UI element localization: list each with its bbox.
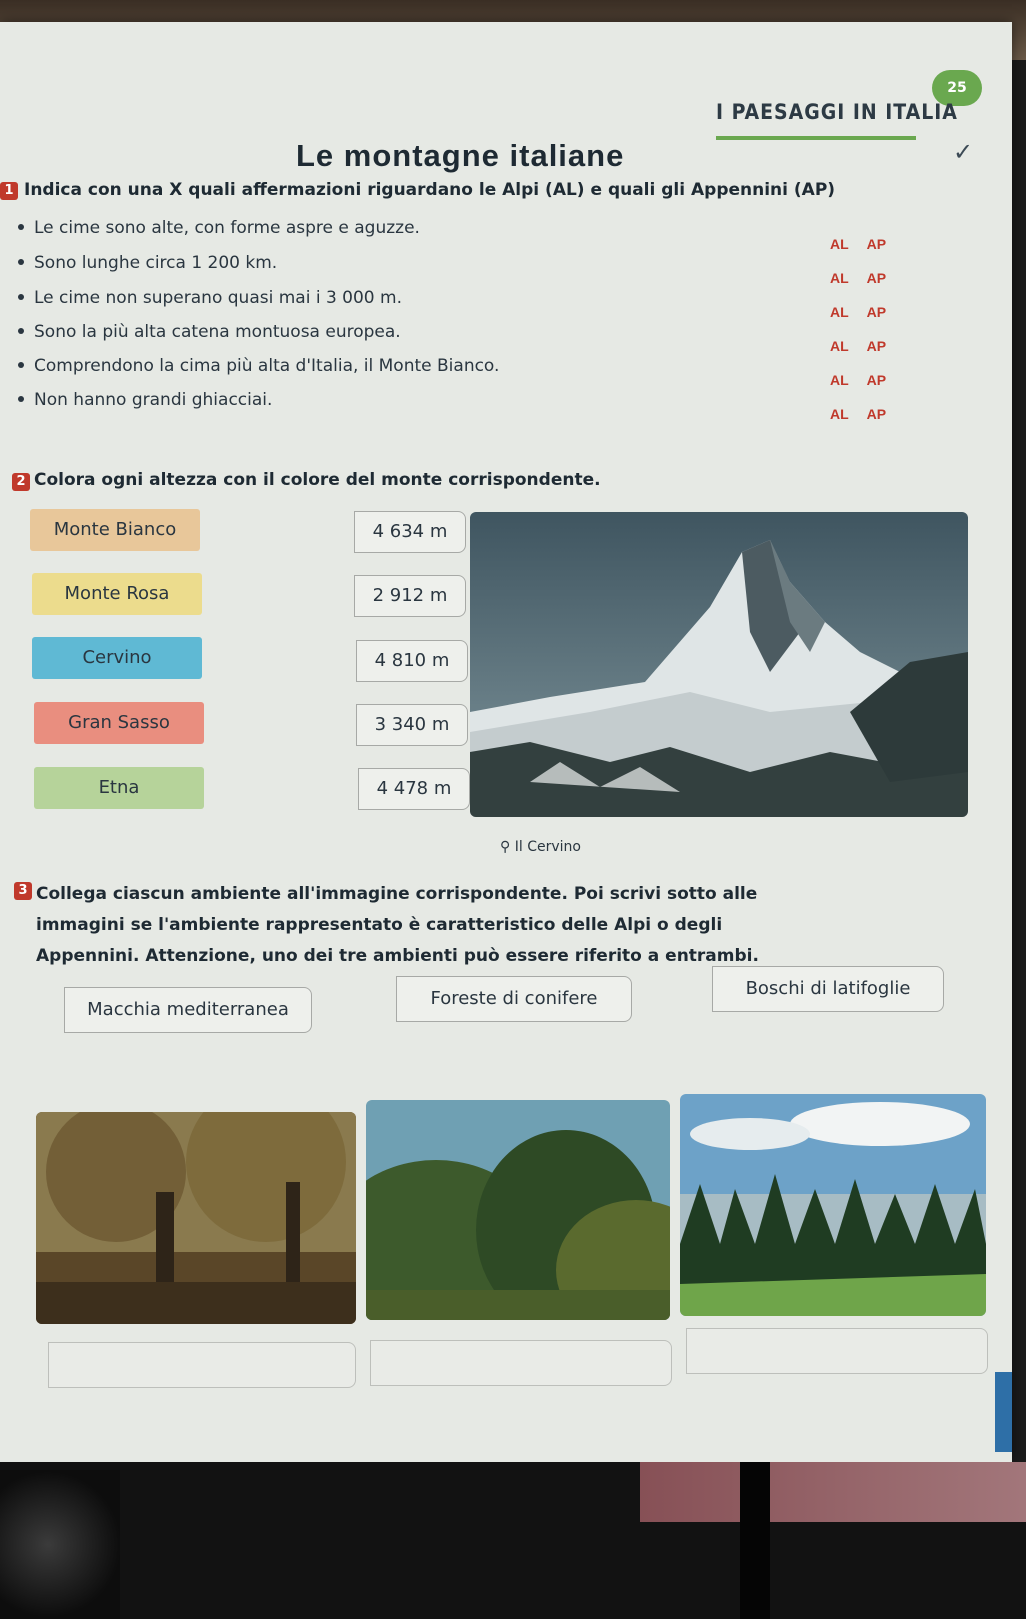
- chair-leg: [740, 1462, 770, 1619]
- option-ap[interactable]: AP: [866, 372, 887, 388]
- statement-3-options[interactable]: [830, 304, 904, 320]
- location-pin-icon: ⚲: [500, 839, 515, 855]
- statement-6: [18, 390, 272, 410]
- option-al[interactable]: AL: [830, 338, 849, 354]
- statement-5-options[interactable]: [830, 372, 904, 388]
- exercise-2-number: 2: [12, 473, 30, 491]
- environment-boschi-di-latifoglie[interactable]: Boschi di latifoglie: [712, 966, 944, 1012]
- option-ap[interactable]: AP: [866, 406, 887, 422]
- statement-4-text: Sono la più alta catena montuosa europea.: [34, 322, 401, 342]
- macchia-photo[interactable]: [366, 1100, 670, 1320]
- statement-5: [18, 356, 499, 376]
- statement-1-options[interactable]: [830, 236, 904, 252]
- option-ap[interactable]: AP: [866, 236, 887, 252]
- mountain-label-monte-rosa: Monte Rosa: [32, 573, 202, 615]
- statement-1: [18, 218, 420, 238]
- page-title: Le montagne italiane: [296, 138, 625, 173]
- option-al[interactable]: AL: [830, 270, 849, 286]
- option-al[interactable]: AL: [830, 304, 849, 320]
- option-ap[interactable]: AP: [866, 338, 887, 354]
- photo-caption: [500, 839, 581, 855]
- environment-macchia-mediterranea[interactable]: Macchia mediterranea: [64, 987, 312, 1033]
- statement-3: [18, 288, 402, 308]
- answer-box-1[interactable]: [48, 1342, 356, 1388]
- option-al[interactable]: AL: [830, 406, 849, 422]
- option-ap[interactable]: AP: [866, 304, 887, 320]
- exercise-2-instruction: Colora ogni altezza con il colore del monte corrispondente.: [34, 470, 601, 490]
- pink-object: [640, 1462, 1026, 1522]
- statement-1-text: Le cime sono alte, con forme aspre e aguzze.: [34, 218, 420, 238]
- statement-2: [18, 253, 277, 273]
- statement-2-options[interactable]: [830, 270, 904, 286]
- mountain-label-monte-bianco: Monte Bianco: [30, 509, 200, 551]
- exercise-3-number: 3: [14, 882, 32, 900]
- exercise-1-number: 1: [0, 182, 18, 200]
- check-mark-icon: ✓: [953, 138, 974, 166]
- latifoglie-photo[interactable]: [36, 1112, 356, 1324]
- height-box-3[interactable]: 4 810 m: [356, 640, 468, 682]
- exercise-3-instruction: Collega ciascun ambiente all'immagine corrispondente. Poi scrivi sotto alle immagini se l'ambiente rappresentato è caratteristico delle Alpi o degli Appennini. Attenzione, uno dei tre ambienti può essere riferito a entrambi.: [36, 884, 759, 966]
- mountain-label-etna: Etna: [34, 767, 204, 809]
- mountain-label-cervino: Cervino: [32, 637, 202, 679]
- statement-6-text: Non hanno grandi ghiacciai.: [34, 390, 273, 410]
- exercise-1-instruction: Indica con una X quali affermazioni riguardano le Alpi (AL) e quali gli Appennini (AP): [24, 180, 836, 200]
- answer-box-2[interactable]: [370, 1340, 672, 1386]
- answer-box-3[interactable]: [686, 1328, 988, 1374]
- statement-4-options[interactable]: [830, 338, 904, 354]
- fabric-object: [0, 1470, 120, 1619]
- statement-3-text: Le cime non superano quasi mai i 3 000 m.: [34, 288, 402, 308]
- conifere-photo[interactable]: [680, 1094, 986, 1316]
- height-box-2[interactable]: 2 912 m: [354, 575, 466, 617]
- page-number-badge: 25: [932, 70, 982, 106]
- statement-5-text: Comprendono la cima più alta d'Italia, il Monte Bianco.: [34, 356, 500, 376]
- height-box-1[interactable]: 4 634 m: [354, 511, 466, 553]
- statement-2-text: Sono lunghe circa 1 200 km.: [34, 253, 278, 273]
- cervino-photo: [470, 512, 968, 817]
- statement-4: [18, 322, 401, 342]
- height-box-4[interactable]: 3 340 m: [356, 704, 468, 746]
- statement-6-options[interactable]: [830, 406, 904, 422]
- option-ap[interactable]: AP: [866, 270, 887, 286]
- page-edge-tab: [995, 1372, 1012, 1452]
- option-al[interactable]: AL: [830, 236, 849, 252]
- mountain-label-gran-sasso: Gran Sasso: [34, 702, 204, 744]
- section-underline: [716, 136, 916, 140]
- section-title: I PAESAGGI IN ITALIA: [716, 100, 958, 124]
- option-al[interactable]: AL: [830, 372, 849, 388]
- height-box-5[interactable]: 4 478 m: [358, 768, 470, 810]
- environment-foreste-di-conifere[interactable]: Foreste di conifere: [396, 976, 632, 1022]
- book-page: [0, 22, 1012, 1462]
- photo-caption-text: Il Cervino: [514, 839, 581, 855]
